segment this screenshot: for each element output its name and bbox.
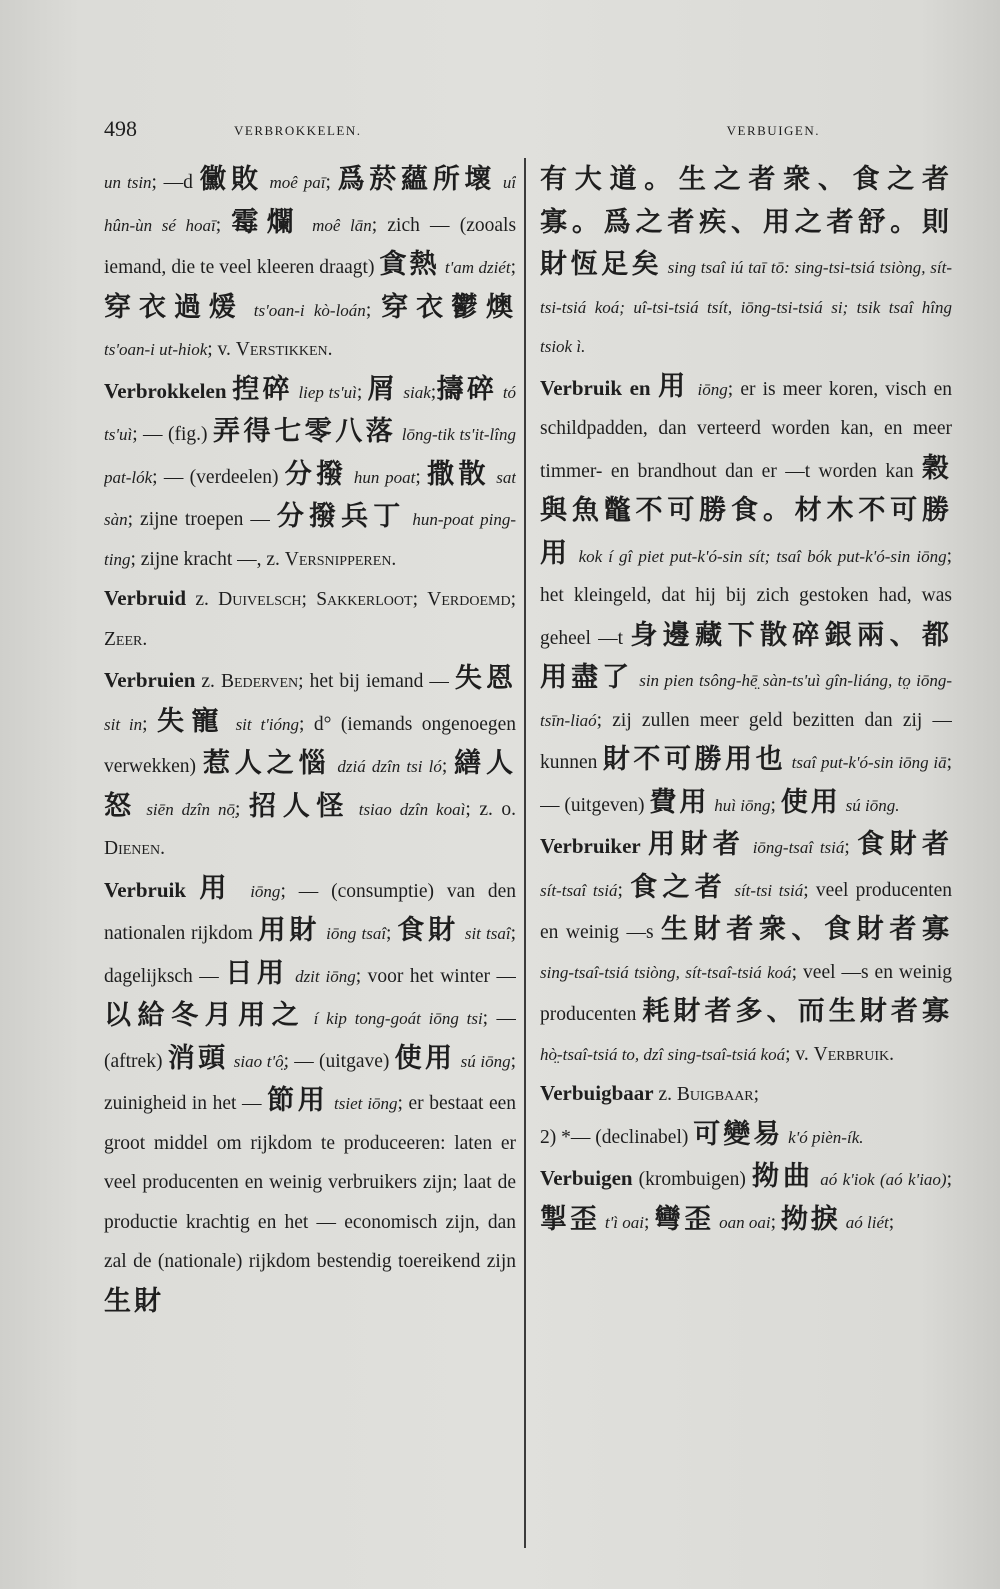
entry-verbruien: Verbruien z. Bederven; het bij iemand — 失恩 sit in; 失寵 sit t'ióng; d° (iemands ongenoegen verwekken) 惹人之惱 dziá dzîn tsi ló; 繕人怒 siēn dzîn nō̤; 招人怪 tsiao dzîn koaì; z. o. Dienen. [104, 663, 516, 859]
entry-verbuigbaar-sense-2: 2) *— (declinabel) 可變易 k'ó pièn-ík. [540, 1118, 864, 1150]
headword: Verbruik en [540, 375, 659, 400]
headword: Verbuigbaar [540, 1081, 654, 1105]
right-column [540, 160, 952, 1560]
headword: Verbruik [104, 877, 200, 902]
entry-continuation: 有大道。生之者衆、食之者寡。爲之者疾、用之者舒。則財恆足矣 sing tsaî iú taī tō: sing-tsi-tsiá tsiòng, sít-tsi-tsiá koá; uî-tsi-tsiá tsít, iōng-tsi-tsiá si; tsik tsaî hîng tsiok ì. [540, 164, 952, 356]
entry-verbruid: Verbruid z. Duivelsch; Sakkerloot; Verdoemd; Zeer. [104, 586, 516, 650]
page-number: 498 [104, 116, 137, 141]
headword: Verbrokkelen [104, 378, 233, 403]
headword: Verbruien [104, 668, 196, 692]
page-header [100, 116, 820, 148]
entry-verbuigbaar: Verbuigbaar z. Buigbaar; [540, 1081, 760, 1105]
entry-verbruiken: Verbruik en 用 iōng; er is meer koren, visch en schildpadden, dan verteerd worden kan, en meer timmer- en brandhout dan er —t worden kan 穀與魚鼈不可勝食。材木不可勝用 kok í gî piet put-k'ó-sin sít; tsaî bók put-k'ó-sin iōng; het kleingeld, dat hij bij zich gestoken had, was geheel —t 身邊藏下散碎銀兩、都用盡了 sin pien tsông-hē̤ sàn-ts'uì gîn-liáng, to̤ iōng-tsīn-liaó; zij zullen meer geld bezitten dan zij — kunnen 財不可勝用也 tsaî put-k'ó-sin iōng iā; — (uitgeven) 費用 huì iōng; 使用 sú iōng. [540, 370, 952, 818]
column-divider [524, 158, 526, 1548]
running-head-left: VERBROKKELEN. [234, 123, 362, 138]
entry-verbruik: Verbruik 用 iōng; — (consumptie) van den nationalen rijkdom 用財 iōng tsaî; 食財 sit tsaî; dagelijksch — 日用 dzit iōng; voor het winter — 以給冬月用之 í kip tong-goát iōng tsi; — (aftrek) 消頭 siao t'ô̤; — (uitgave) 使用 sú iōng; zuinigheid in het — 節用 tsiet iōng; er bestaat een groot middel om rijkdom te produceeren: laten er veel producenten en weinig verbruikers zijn; laat de productie krachtig en het — economisch zijn, dan zal de (nationale) rijkdom bestendig toereikend zijn 生財 [104, 872, 516, 1317]
entry-continuation: un tsin; —d 黴敗 moê paī; 爲菸蘊所壞 uî hûn-ùn sé hoaī; 霉爛 moê lān; zich — (zooals iemand, die te veel kleeren draagt) 貪熱 t'am dziét; 穿衣過煖 ts'oan-i kò-loán; 穿衣鬱燠 ts'oan-i ut-hiok; v. Verstikken. [104, 164, 516, 360]
entry-verbuigen: Verbuigen (krombuigen) 拗曲 aó k'iok (aó k'iao); 掣歪 t'ì oai; 彎歪 oan oai; 拗捩 aó liét; [540, 1161, 952, 1235]
headword: Verbuigen [540, 1166, 633, 1190]
entry-verbrokkelen: Verbrokkelen 揑碎 liep ts'uì; 屑 siak;擣碎 tó ts'uì; — (fig.) 弄得七零八落 lōng-tik ts'it-lîng pat-lók; — (verdeelen) 分撥 hun poat; 撒散 sat sàn; zijne troepen — 分撥兵丁 hun-poat ping-ting; zijne kracht —, z. Versnipperen. [104, 373, 516, 570]
entry-verbruiker: Verbruiker 用財者 iōng-tsaî tsiá; 食財者 sít-tsaî tsiá; 食之者 sít-tsi tsiá; veel producenten en weinig —s 生財者衆、食財者寡 sing-tsaî-tsiá tsiòng, sít-tsaî-tsiá koá; veel —s en weinig producenten 耗財者多、而生財者寡 hò̤-tsaî-tsiá to, dzî sing-tsaî-tsiá koá; v. Verbruik. [540, 829, 952, 1065]
headword: Verbruiker [540, 834, 649, 858]
running-head-right: VERBUIGEN. [726, 123, 820, 138]
left-column [104, 160, 516, 1560]
headword: Verbruid [104, 586, 187, 610]
